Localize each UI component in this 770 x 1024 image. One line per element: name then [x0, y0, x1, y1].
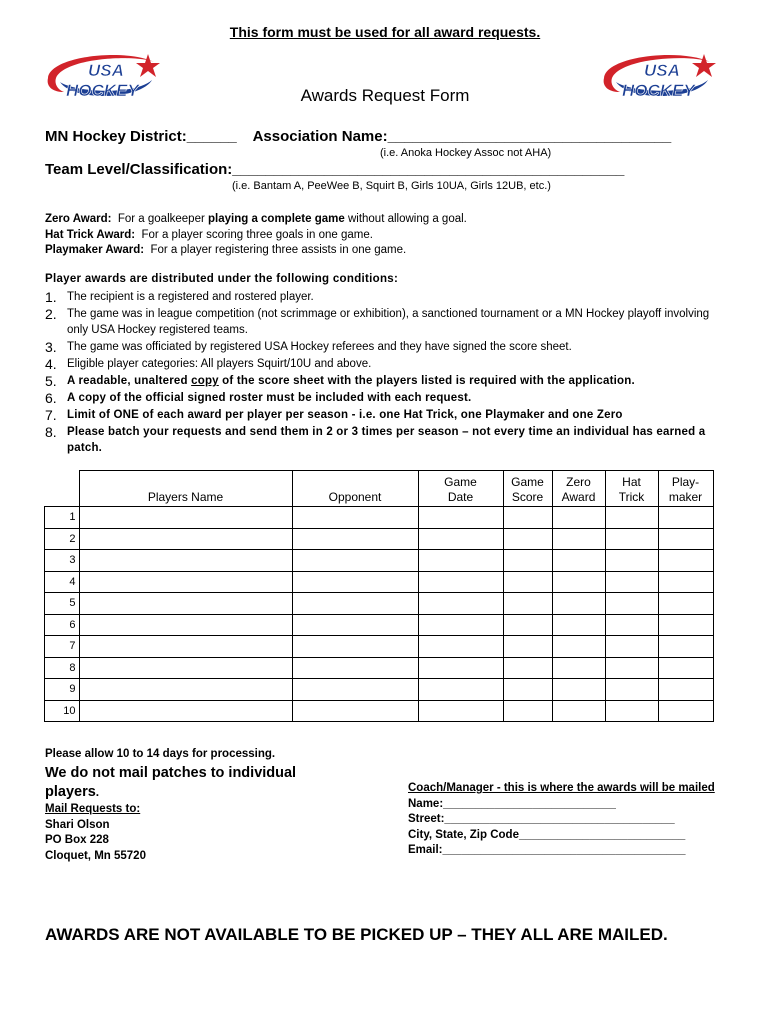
- playmaker-cell[interactable]: [658, 571, 713, 593]
- playmaker-cell[interactable]: [658, 550, 713, 572]
- zero-award-text-a: For a goalkeeper: [117, 213, 208, 225]
- player-name-cell[interactable]: [79, 528, 292, 550]
- player-name-cell[interactable]: [79, 507, 292, 529]
- zero-award-text-bold: playing a complete game: [208, 213, 345, 225]
- game-score-cell[interactable]: [503, 593, 552, 615]
- player-name-cell[interactable]: [79, 657, 292, 679]
- team-level-hint: (i.e. Bantam A, PeeWee B, Squirt B, Girls 10UA, Girls 12UB, etc.): [232, 180, 551, 192]
- condition-item: 2. The game was in league competition (not scrimmage or exhibition), a sanctioned tournament or a MN Hockey playoff involving only USA Hockey registered teams.: [45, 306, 710, 336]
- hat-trick-cell[interactable]: [605, 614, 658, 636]
- game-date-cell[interactable]: [418, 700, 503, 722]
- coach-street-field[interactable]: Street:____________________________________: [408, 813, 675, 825]
- conditions-heading: Player awards are distributed under the following conditions:: [45, 273, 399, 285]
- logo-text-hockey: HOCKEY: [66, 81, 139, 100]
- game-date-cell[interactable]: [418, 614, 503, 636]
- hat-trick-cell[interactable]: [605, 507, 658, 529]
- playmaker-cell[interactable]: [658, 657, 713, 679]
- table-header-row: [45, 471, 714, 507]
- opponent-cell[interactable]: [292, 657, 418, 679]
- zero-award-text-b: without allowing a goal.: [344, 213, 467, 225]
- hat-trick-cell[interactable]: [605, 550, 658, 572]
- game-score-cell[interactable]: [503, 657, 552, 679]
- hat-trick-cell[interactable]: [605, 636, 658, 658]
- playmaker-cell[interactable]: [658, 636, 713, 658]
- zero-award-cell[interactable]: [552, 507, 605, 529]
- page-title: Awards Request Form: [300, 86, 470, 105]
- playmaker-cell[interactable]: [658, 528, 713, 550]
- row-number: 9: [45, 679, 80, 701]
- row-number: 7: [45, 636, 80, 658]
- zero-award-cell[interactable]: [552, 679, 605, 701]
- game-score-cell[interactable]: [503, 636, 552, 658]
- player-name-cell[interactable]: [79, 614, 292, 636]
- mail-requests-block: [45, 802, 146, 864]
- player-name-cell[interactable]: [79, 571, 292, 593]
- table-row: [45, 528, 714, 550]
- row-number: 6: [45, 614, 80, 636]
- table-row: [45, 636, 714, 658]
- hat-trick-award-label: Hat Trick Award:: [45, 228, 136, 241]
- district-field[interactable]: MN Hockey District:______: [45, 128, 237, 145]
- playmaker-award-text: For a player registering three assists in one game.: [150, 244, 407, 256]
- coach-city-state-zip-field[interactable]: City, State, Zip Code__________________________: [408, 828, 686, 841]
- row-number: 3: [45, 550, 80, 572]
- table-row: [45, 593, 714, 615]
- zero-award-cell[interactable]: [552, 528, 605, 550]
- header-opponent: Opponent: [292, 471, 418, 507]
- player-name-cell[interactable]: [79, 593, 292, 615]
- hat-trick-cell[interactable]: [605, 700, 658, 722]
- header-zero-award: Zero Award: [552, 471, 605, 507]
- table-row: [45, 700, 714, 722]
- mail-address-line: Shari Olson: [45, 818, 110, 831]
- condition-item: 8. Please batch your requests and send them in 2 or 3 times per season – not every time an individual has earned a patch.: [45, 424, 706, 454]
- game-score-cell[interactable]: [503, 528, 552, 550]
- game-date-cell[interactable]: [418, 550, 503, 572]
- conditions-list: [45, 289, 725, 457]
- zero-award-label: Zero Award:: [45, 213, 112, 225]
- game-score-cell[interactable]: [503, 507, 552, 529]
- opponent-cell[interactable]: [292, 507, 418, 529]
- condition-item: 7. Limit of ONE of each award per player per season - i.e. one Hat Trick, one Playmaker and one Zero: [45, 407, 623, 423]
- hat-trick-award-text: For a player scoring three goals in one game.: [141, 228, 373, 241]
- header-playmaker: Play- maker: [658, 471, 713, 507]
- game-date-cell[interactable]: [418, 593, 503, 615]
- condition-item: 6. A copy of the official signed roster must be included with each request.: [45, 390, 472, 406]
- header-players-name: Players Name: [79, 471, 292, 507]
- association-field[interactable]: Association Name:__________________________________: [252, 128, 672, 145]
- logo-text-hockey: HOCKEY: [622, 81, 695, 100]
- zero-award-cell[interactable]: [552, 593, 605, 615]
- player-name-cell[interactable]: [79, 700, 292, 722]
- team-level-field[interactable]: Team Level/Classification:_______________________________________________: [45, 161, 625, 178]
- footer-notice: AWARDS ARE NOT AVAILABLE TO BE PICKED UP – THEY ALL ARE MAILED.: [45, 925, 668, 944]
- no-mail-note: We do not mail patches to individual players.: [45, 765, 297, 800]
- playmaker-cell[interactable]: [658, 593, 713, 615]
- district-association-line: [45, 128, 671, 145]
- zero-award-line: [45, 212, 467, 228]
- zero-award-cell[interactable]: [552, 571, 605, 593]
- opponent-cell[interactable]: [292, 614, 418, 636]
- game-score-cell[interactable]: [503, 571, 552, 593]
- awards-table: [44, 470, 714, 722]
- game-score-cell[interactable]: [503, 550, 552, 572]
- hat-trick-cell[interactable]: [605, 679, 658, 701]
- condition-item: 3. The game was officiated by registered USA Hockey referees and they have signed the score sheet.: [45, 339, 572, 355]
- mail-requests-heading: Mail Requests to:: [45, 803, 141, 815]
- opponent-cell[interactable]: [292, 571, 418, 593]
- game-date-cell[interactable]: [418, 657, 503, 679]
- row-number: 1: [45, 507, 80, 529]
- row-number: 4: [45, 571, 80, 593]
- hat-trick-cell[interactable]: [605, 657, 658, 679]
- mail-address-line: PO Box 228: [45, 834, 109, 846]
- hat-trick-cell[interactable]: [605, 528, 658, 550]
- playmaker-cell[interactable]: [658, 700, 713, 722]
- zero-award-cell[interactable]: [552, 614, 605, 636]
- opponent-cell[interactable]: [292, 593, 418, 615]
- row-number: 8: [45, 657, 80, 679]
- table-row: [45, 657, 714, 679]
- player-name-cell[interactable]: [79, 679, 292, 701]
- hat-trick-cell[interactable]: [605, 593, 658, 615]
- coach-manager-block: [408, 781, 728, 859]
- game-date-cell[interactable]: [418, 507, 503, 529]
- association-hint: (i.e. Anoka Hockey Assoc not AHA): [380, 147, 552, 159]
- hat-trick-cell[interactable]: [605, 571, 658, 593]
- coach-email-field[interactable]: Email:______________________________________: [408, 844, 686, 856]
- logo-text-usa: USA: [88, 61, 124, 80]
- game-score-cell[interactable]: [503, 700, 552, 722]
- opponent-cell[interactable]: [292, 700, 418, 722]
- processing-note: Please allow 10 to 14 days for processing.: [45, 748, 276, 760]
- player-name-cell[interactable]: [79, 550, 292, 572]
- row-number: 5: [45, 593, 80, 615]
- row-number-header: [45, 471, 80, 507]
- opponent-cell[interactable]: [292, 679, 418, 701]
- row-number: 10: [45, 700, 80, 722]
- coach-manager-heading: Coach/Manager - this is where the awards will be mailed: [408, 782, 715, 794]
- playmaker-award-label: Playmaker Award:: [45, 244, 145, 256]
- condition-item: 4. Eligible player categories: All players Squirt/10U and above.: [45, 356, 372, 372]
- table-row: [45, 550, 714, 572]
- opponent-cell[interactable]: [292, 636, 418, 658]
- table-row: [45, 571, 714, 593]
- condition-item: 5. A readable, unaltered copy of the score sheet with the players listed is required with the application.: [45, 373, 635, 389]
- table-row: [45, 679, 714, 701]
- zero-award-cell[interactable]: [552, 657, 605, 679]
- player-name-cell[interactable]: [79, 636, 292, 658]
- table-row: [45, 614, 714, 636]
- zero-award-cell[interactable]: [552, 636, 605, 658]
- game-score-cell[interactable]: [503, 679, 552, 701]
- award-definitions: [45, 212, 467, 259]
- logo-text-usa: USA: [644, 61, 680, 80]
- game-date-cell[interactable]: [418, 528, 503, 550]
- game-date-cell[interactable]: [418, 571, 503, 593]
- playmaker-cell[interactable]: [658, 679, 713, 701]
- playmaker-award-line: [45, 243, 467, 259]
- mail-address-line: Cloquet, Mn 55720: [45, 849, 146, 862]
- header-game-score: Game Score: [503, 471, 552, 507]
- condition-item: 1. The recipient is a registered and rostered player.: [45, 289, 314, 305]
- opponent-cell[interactable]: [292, 528, 418, 550]
- zero-award-cell[interactable]: [552, 550, 605, 572]
- row-number: 2: [45, 528, 80, 550]
- table-row: [45, 507, 714, 529]
- game-date-cell[interactable]: [418, 679, 503, 701]
- top-note: This form must be used for all award requests.: [229, 24, 541, 40]
- opponent-cell[interactable]: [292, 550, 418, 572]
- playmaker-cell[interactable]: [658, 614, 713, 636]
- zero-award-cell[interactable]: [552, 700, 605, 722]
- playmaker-cell[interactable]: [658, 507, 713, 529]
- header-game-date: Game Date: [418, 471, 503, 507]
- coach-name-field[interactable]: Name:___________________________: [408, 797, 616, 810]
- game-score-cell[interactable]: [503, 614, 552, 636]
- hat-trick-award-line: [45, 228, 467, 244]
- game-date-cell[interactable]: [418, 636, 503, 658]
- header-hat-trick: Hat Trick: [605, 471, 658, 507]
